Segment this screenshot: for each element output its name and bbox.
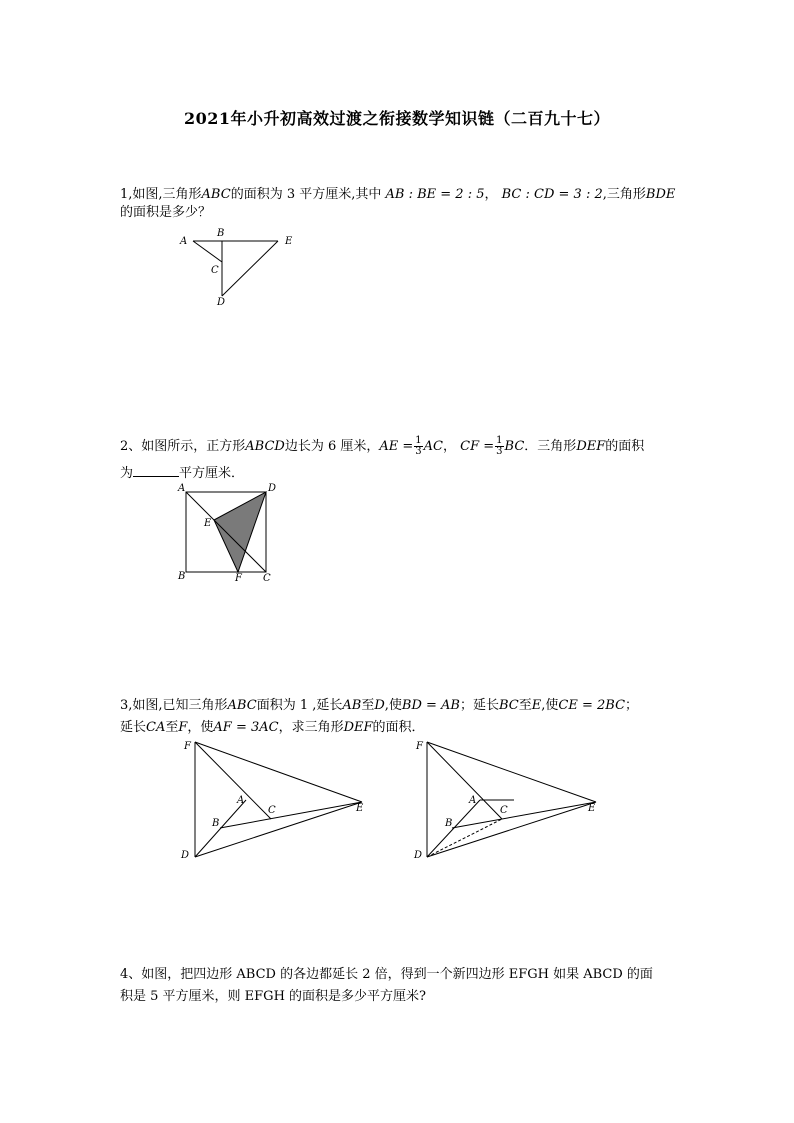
q2-text-f: 平方厘米． [179, 466, 245, 481]
segment-dc-dashed [427, 819, 502, 857]
q2-text-c: ．三角形 [524, 439, 577, 454]
segment-fc [427, 742, 502, 819]
label-a: A [178, 483, 186, 494]
q3-text-m: 的面积． [372, 720, 425, 735]
label-f: F [184, 741, 191, 752]
page-title: 2021年小升初高效过渡之衔接数学知识链（二百九十七） [183, 109, 611, 128]
q3-text-d: ,使 [384, 698, 402, 713]
q1-text-b: 的面积为 3 平方厘米,其中 [230, 187, 382, 202]
q3-bc: BC [499, 698, 519, 713]
question-4-line-1: 4、如图，把四边形 ABCD 的各边都延长 2 倍，得到一个新四边形 EFGH 如果 ABCD 的面 [120, 967, 653, 982]
q2-abcd: ABCD [245, 439, 285, 454]
question-1-line-2: 的面积是多少？ [120, 205, 212, 220]
q2-comma: ， [443, 439, 457, 454]
label-b: B [178, 571, 186, 582]
q3-e: E [531, 698, 542, 713]
label-a: A [469, 795, 477, 806]
label-e: E [204, 518, 212, 529]
label-b: B [217, 228, 225, 239]
q1-sep: ， [484, 187, 498, 202]
q1-ratio-ab-be: AB : BE = 2 : 5 [385, 187, 485, 202]
q3-text-i: 延长 [120, 720, 147, 735]
q3-def: DEF [343, 720, 373, 735]
label-c: C [263, 573, 271, 584]
q3-bd-ab: BD = AB [401, 698, 460, 713]
q3-text-k: ，使 [187, 720, 214, 735]
q2-ac: AC [423, 439, 444, 454]
label-c: C [500, 805, 508, 816]
q1-text-a: 1,如图,三角形 [120, 187, 202, 202]
label-f: F [235, 573, 242, 584]
q3-abc: ABC [227, 698, 257, 713]
label-d: D [181, 850, 190, 861]
q2-text-a: 2、如图所示，正方形 [120, 439, 246, 454]
q2-frac1-num: 1 [415, 435, 422, 446]
q1-ratio-bc-cd: BC : CD = 3 : 2 [501, 187, 603, 202]
q3-text-j: 至 [165, 720, 179, 735]
q3-ab: AB [342, 698, 362, 713]
q2-frac2-den: 3 [496, 446, 503, 457]
q1-text-c: ,三角形 [602, 187, 646, 202]
label-b: B [445, 818, 453, 829]
label-a: A [237, 795, 245, 806]
question-4-line-2: 积是 5 平方厘米，则 EFGH 的面积是多少平方厘米? [120, 989, 427, 1004]
segment-fe [427, 742, 596, 802]
q1-abc: ABC [201, 187, 231, 202]
q3-ce: CE = 2BC [558, 698, 626, 713]
q2-text-b: 边长为 6 厘米， [284, 439, 380, 454]
label-f: F [416, 741, 423, 752]
q3-text-l: ，求三角形 [278, 720, 344, 735]
q3-text-a: 3,如图,已知三角形 [120, 698, 228, 713]
label-d: D [414, 850, 423, 861]
q2-cf: CF = [460, 439, 495, 454]
q2-frac1-den: 3 [415, 446, 422, 457]
q2-text-d: 的面积 [605, 439, 645, 454]
label-c: C [268, 805, 276, 816]
label-d: D [217, 297, 226, 308]
q3-text-g: ,使 [541, 698, 559, 713]
label-d: D [268, 483, 277, 494]
label-e: E [356, 803, 364, 814]
q3-ca: CA [146, 720, 166, 735]
q3-text-b: 面积为 1 ,延长 [256, 698, 343, 713]
question-4 [120, 966, 680, 1006]
q2-frac2-num: 1 [496, 435, 503, 446]
q2-ae: AE = [379, 439, 414, 454]
q2-bc: BC [504, 439, 525, 454]
q3-af: AF = 3AC [213, 720, 279, 735]
label-b: B [212, 818, 220, 829]
label-e: E [285, 236, 293, 247]
q3-text-e: ；延长 [459, 698, 499, 713]
label-e: E [588, 803, 596, 814]
figure-3-right-lines [427, 742, 596, 857]
q2-def: DEF [576, 439, 606, 454]
q2-text-e: 为 [120, 466, 134, 481]
q3-f: F [178, 720, 188, 735]
q3-text-f: 至 [518, 698, 532, 713]
q1-bde: BDE [645, 187, 676, 202]
label-a: A [180, 236, 188, 247]
label-c: C [211, 265, 219, 276]
q3-d: D [374, 698, 385, 713]
q3-text-c: 至 [361, 698, 375, 713]
q3-text-h: ； [625, 698, 639, 713]
